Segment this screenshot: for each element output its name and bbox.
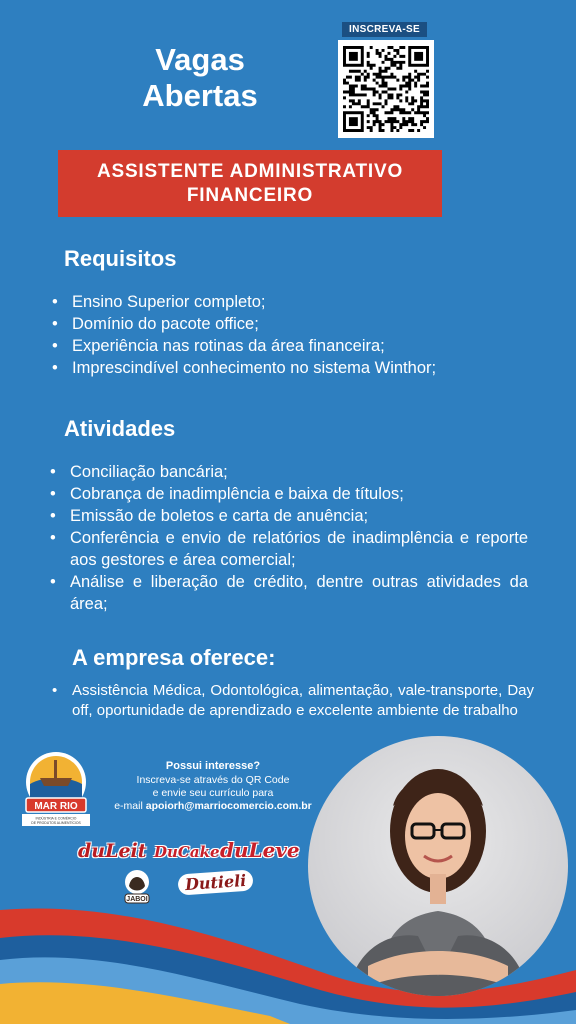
list-item: • Domínio do pacote office;	[52, 313, 552, 335]
list-item: • Assistência Médica, Odontológica, alimentação, vale-transporte, Day off, oportunidade de aprendizado e excelente ambiente de trabalho	[52, 681, 534, 721]
woman-portrait-image	[308, 736, 568, 996]
contact-info	[100, 760, 326, 813]
jaboi-label: JABOI	[126, 896, 148, 903]
list-item: • Análise e liberação de crédito, dentre outras atividades da área;	[50, 571, 528, 615]
qr-code[interactable]	[338, 40, 434, 138]
requisitos-heading: Requisitos	[64, 246, 177, 271]
brand-jaboi-logo	[122, 868, 152, 904]
brand-ducake-logo: DuCake	[154, 843, 220, 861]
title-line-2: Abertas	[142, 78, 258, 113]
list-item: • Ensino Superior completo;	[52, 291, 552, 313]
requisitos-list	[52, 291, 552, 379]
contact-line-2: e envie seu currículo para	[152, 787, 274, 799]
job-title-banner	[58, 150, 442, 217]
contact-question: Possui interesse?	[165, 760, 261, 772]
mar-rio-logo	[18, 748, 94, 830]
list-item: • Emissão de boletos e carta de anuência;	[50, 505, 528, 527]
page-title	[110, 42, 290, 114]
list-item: • Conferência e envio de relatórios de inadimplência e reporte aos gestores e área comercial;	[50, 527, 528, 571]
qr-label: INSCREVA-SE	[342, 22, 427, 37]
title-line-1: Vagas	[155, 42, 245, 77]
atividades-list	[50, 461, 528, 615]
svg-text:INDÚSTRIA E COMÉRCIO: INDÚSTRIA E COMÉRCIO	[35, 816, 77, 821]
list-item: • Conciliação bancária;	[50, 461, 528, 483]
atividades-heading: Atividades	[64, 416, 176, 441]
empresa-heading: A empresa oferece:	[72, 645, 276, 670]
brand-dutieli-logo: Dutieli	[177, 869, 254, 895]
contact-email-line	[100, 800, 326, 813]
job-title-line-2: FINANCEIRO	[186, 185, 314, 206]
marrio-name: MAR RIO	[34, 801, 78, 812]
svg-text:DE PRODUTOS ALIMENTÍCIOS: DE PRODUTOS ALIMENTÍCIOS	[31, 821, 81, 825]
list-item: • Experiência nas rotinas da área financeira;	[52, 335, 552, 357]
brand-duleve-logo: duLeve	[220, 838, 300, 862]
contact-line-1: Inscreva-se através do QR Code	[136, 774, 290, 786]
brand-duleit-logo: duLeit	[78, 840, 147, 862]
contact-email[interactable]: apoiorh@marriocomercio.com.br	[145, 800, 312, 812]
candidate-photo	[308, 736, 568, 996]
list-item: • Imprescindível conhecimento no sistema Winthor;	[52, 357, 552, 379]
qr-code-icon	[343, 45, 429, 133]
email-prefix: e-mail	[114, 800, 146, 812]
list-item: • Cobrança de inadimplência e baixa de títulos;	[50, 483, 528, 505]
empresa-list	[52, 681, 534, 721]
job-title-line-1: ASSISTENTE ADMINISTRATIVO	[96, 161, 404, 182]
